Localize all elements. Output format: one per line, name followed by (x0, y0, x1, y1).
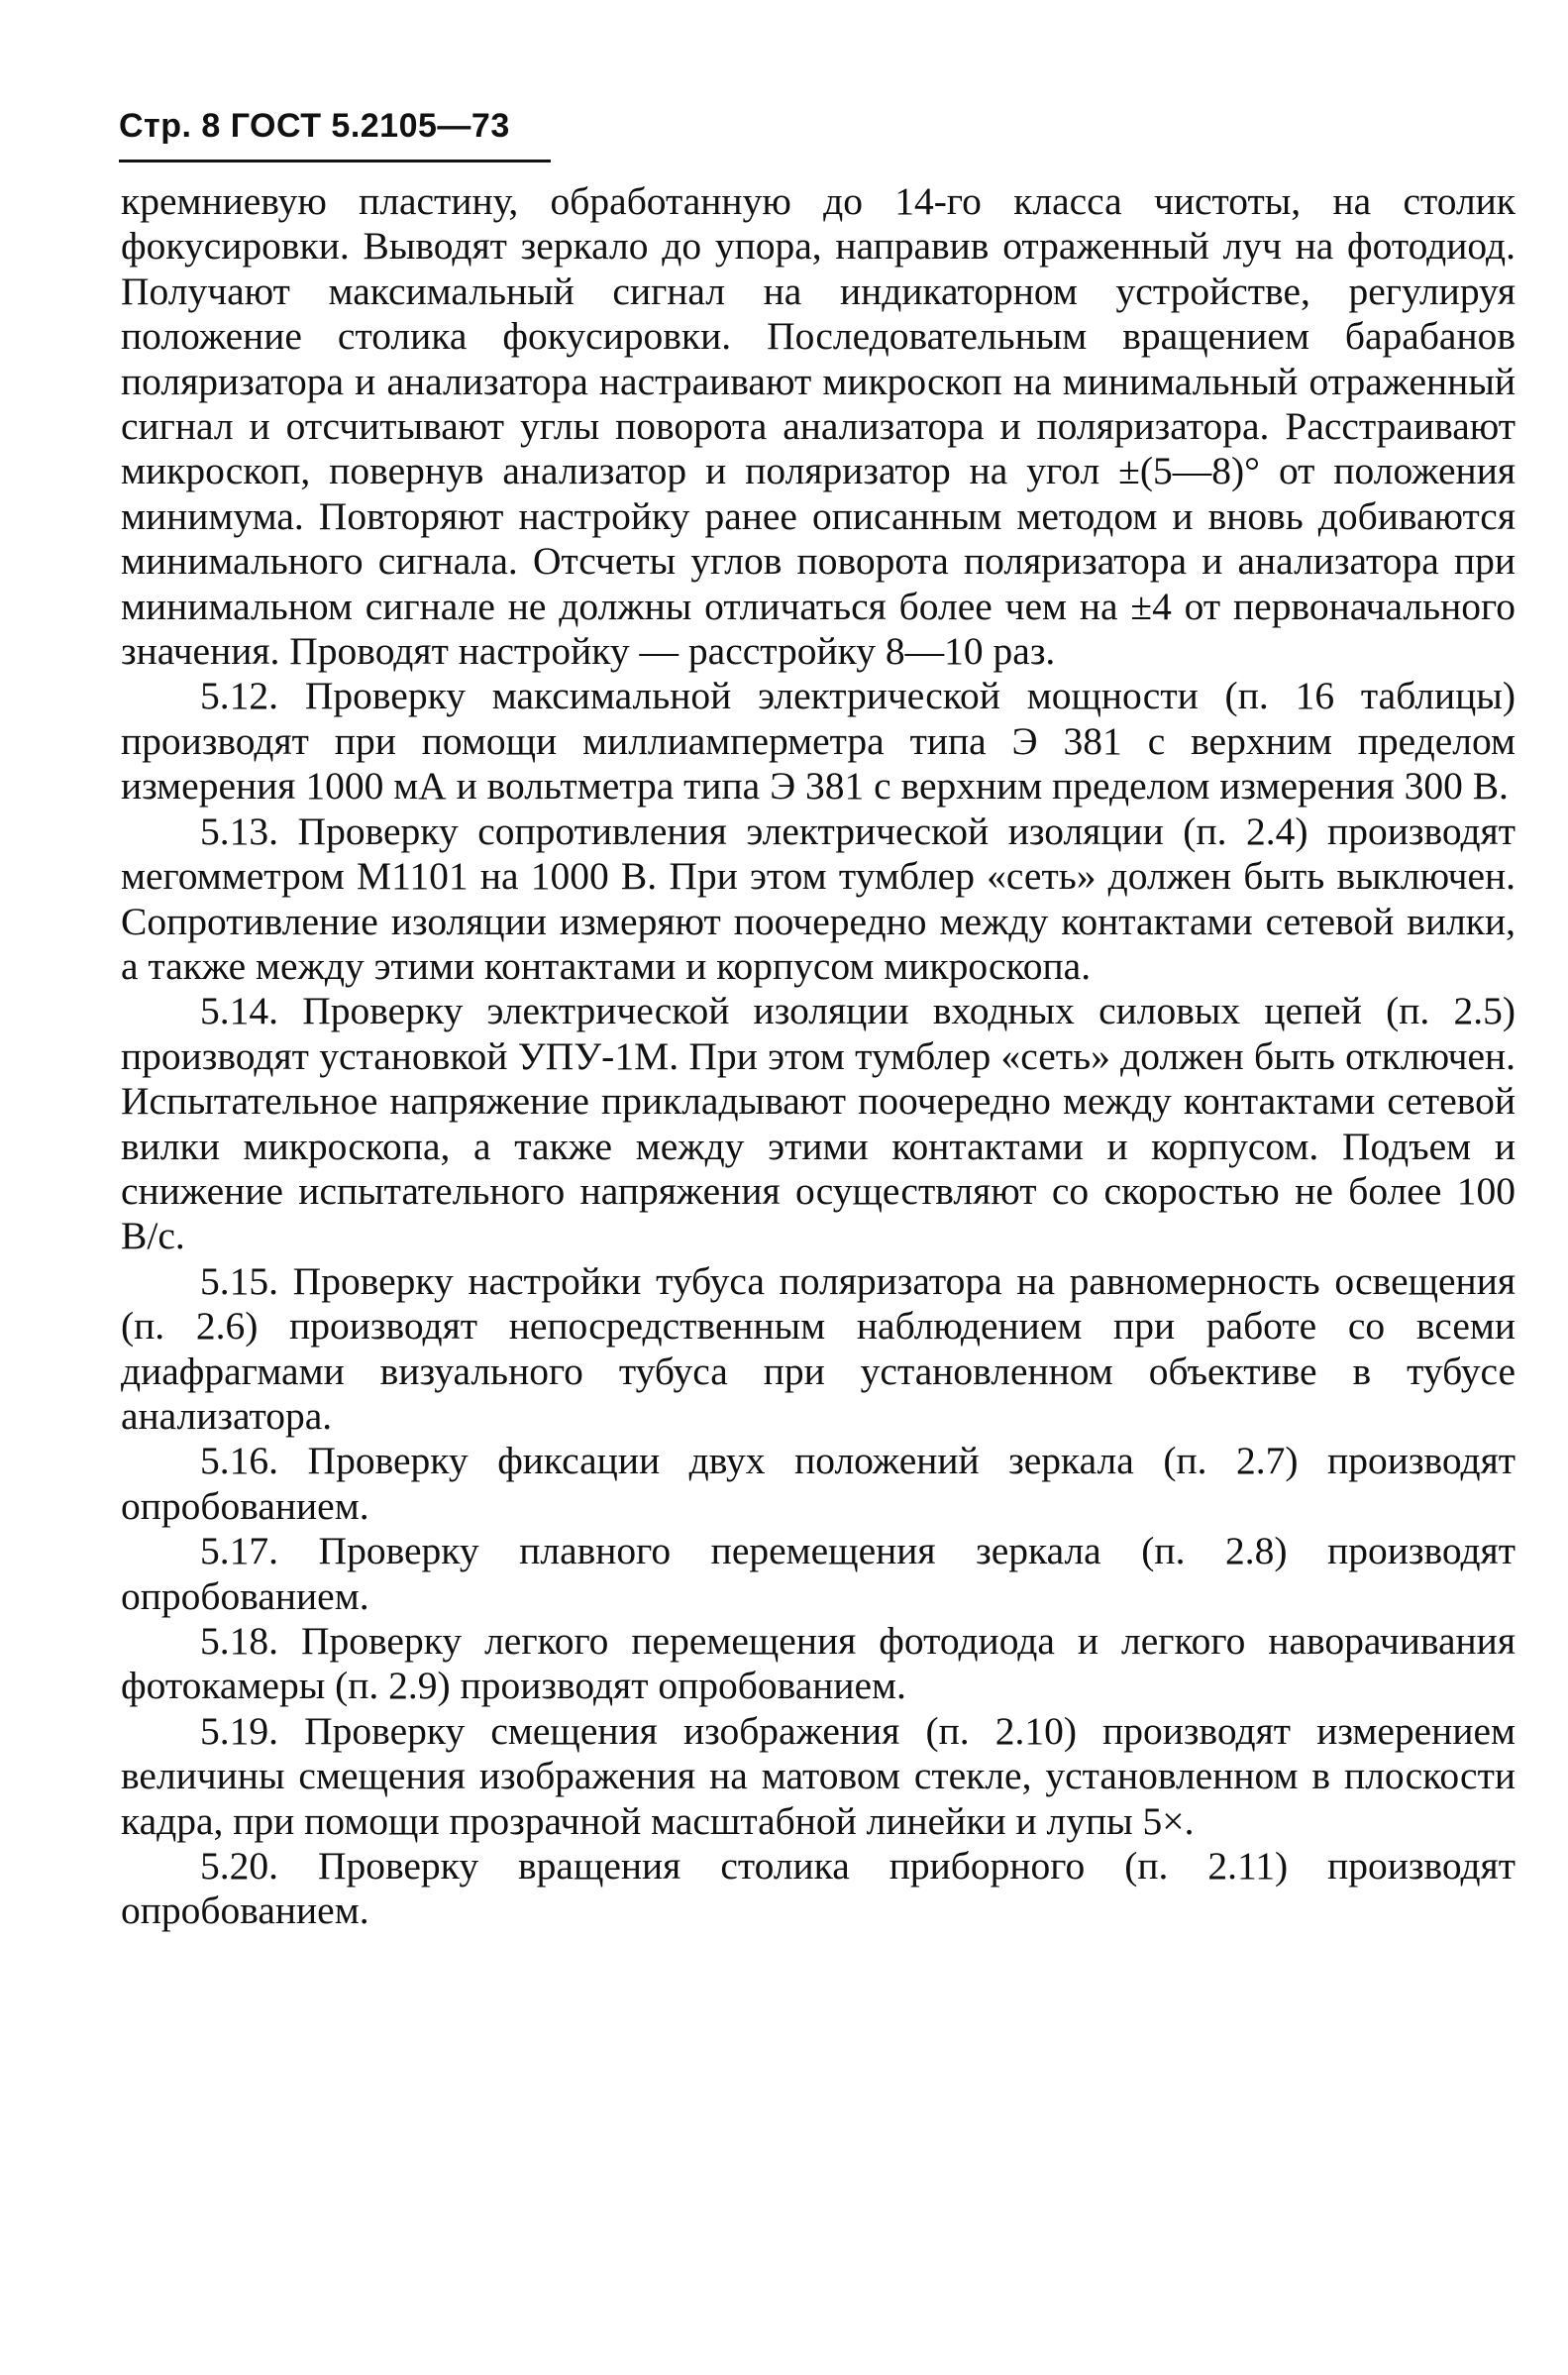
paragraph-5-13: 5.13. Проверку сопротивления электрической изоляции (п. 2.4) производят мегомметром М1101 на 1000 В. При этом тумблер «сеть» должен быть выключен. Сопротивление изоляции измеряют поочередно между контактами сетевой вилки, а также между этими контактами и корпусом микроскопа. (121, 809, 1516, 988)
paragraph-5-17: 5.17. Проверку плавного перемещения зеркала (п. 2.8) производят опробованием. (121, 1529, 1516, 1618)
paragraph-5-18: 5.18. Проверку легкого перемещения фотодиода и легкого наворачивания фотокамеры (п. 2.9) производят опробованием. (121, 1619, 1516, 1708)
paragraph-continued: кремниевую пластину, обработанную до 14-го класса чистоты, на столик фокусировки. Выводят зеркало до упора, направив отраженный луч на фотодиод. Получают максимальный сигнал на индикаторном устройстве, регулируя положение столика фокусировки. Последовательным вращением барабанов поляризатора и анализатора настраивают микроскоп на минимальный отраженный сигнал и отсчитывают углы поворота анализатора и поляризатора. Расстраивают микроскоп, повернув анализатор и поляризатор на угол ±(5—8)° от положения минимума. Повторяют настройку ранее описанным методом и вновь добиваются минимального сигнала. Отсчеты углов поворота поляризатора и анализатора при минимальном сигнале не должны отличаться более чем на ±4 от первоначального значения. Проводят настройку — расстройку 8—10 раз. (121, 179, 1516, 674)
paragraph-5-19: 5.19. Проверку смещения изображения (п. 2.10) производят измерением величины смещения изображения на матовом стекле, установленном в плоскости кадра, при помощи прозрачной масштабной линейки и лупы 5×. (121, 1708, 1516, 1843)
paragraph-5-20: 5.20. Проверку вращения столика приборного (п. 2.11) производят опробованием. (121, 1844, 1516, 1933)
running-header: Стр. 8 ГОСТ 5.2105—73 (119, 107, 510, 145)
paragraph-5-14: 5.14. Проверку электрической изоляции входных силовых цепей (п. 2.5) производят установкой УПУ-1М. При этом тумблер «сеть» должен быть отключен. Испытательное напряжение прикладывают поочередно между контактами сетевой вилки микроскопа, а также между этими контактами и корпусом. Подъем и снижение испытательного напряжения осуществляют со скоростью не более 100 В/с. (121, 989, 1516, 1258)
paragraph-5-16: 5.16. Проверку фиксации двух положений зеркала (п. 2.7) производят опробованием. (121, 1439, 1516, 1528)
paragraph-5-15: 5.15. Проверку настройки тубуса поляризатора на равномерность освещения (п. 2.6) производят непосредственным наблюдением при работе со всеми диафрагмами визуального тубуса при установленном объективе в тубусе анализатора. (121, 1258, 1516, 1438)
header-rule (119, 160, 551, 162)
body-text (121, 179, 1516, 1934)
paragraph-5-12: 5.12. Проверку максимальной электрической мощности (п. 16 таблицы) производят при помощи миллиамперметра типа Э 381 с верхним пределом измерения 1000 мА и вольтметра типа Э 381 с верхним пределом измерения 300 В. (121, 674, 1516, 809)
